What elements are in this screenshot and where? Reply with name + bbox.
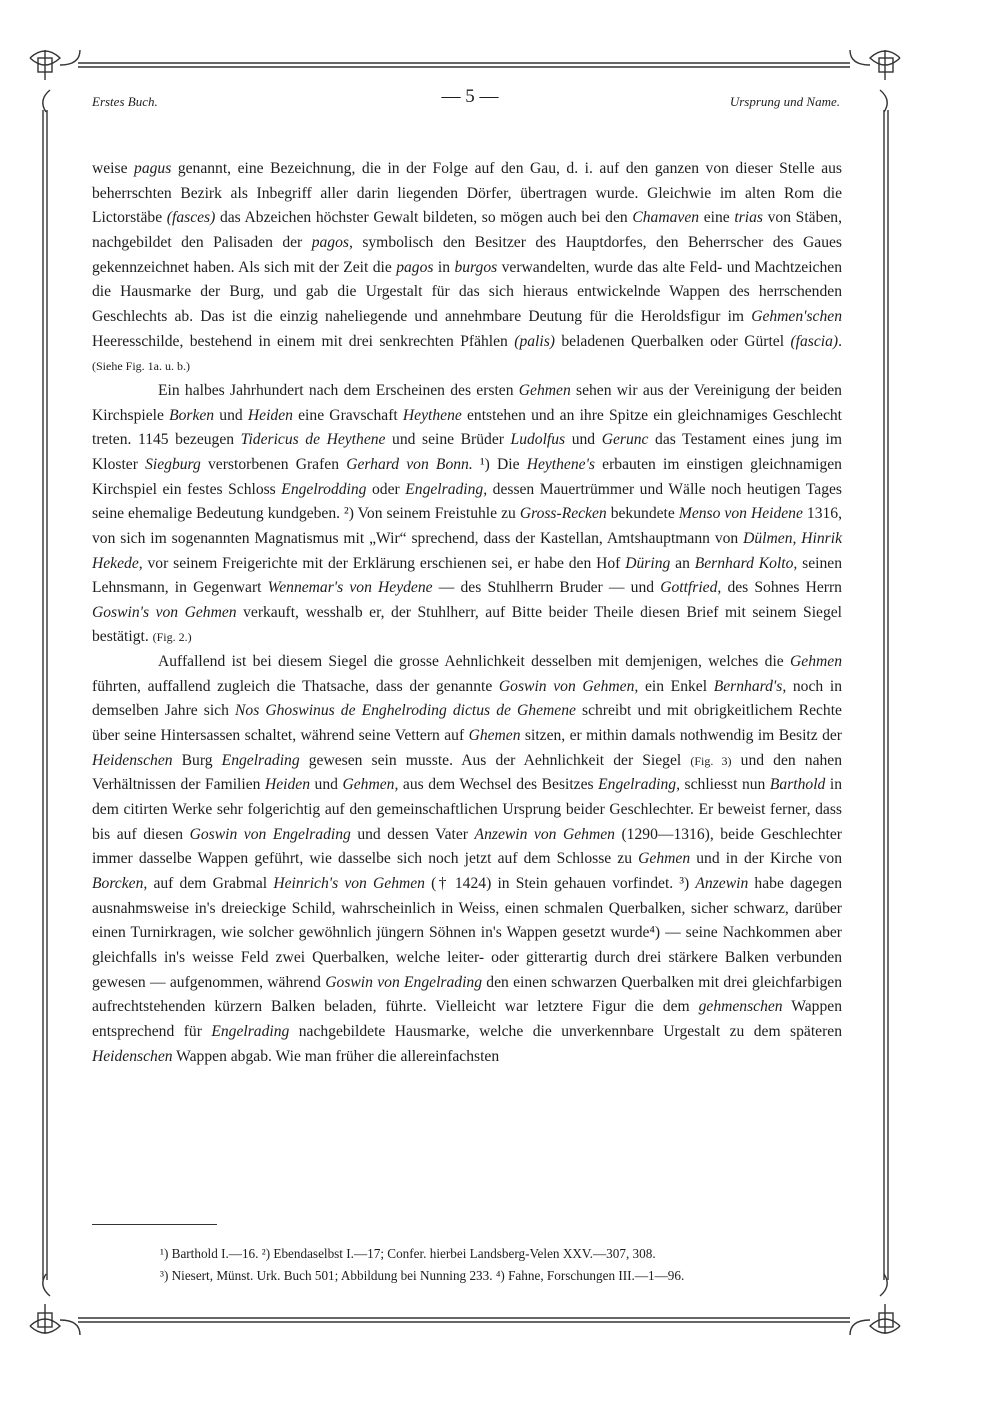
italic-term: Heidenschen bbox=[92, 1047, 173, 1065]
italic-term: Chamaven bbox=[632, 209, 700, 227]
running-header-left: Erstes Buch. bbox=[92, 94, 158, 109]
italic-term: Borcken, bbox=[92, 875, 148, 893]
italic-term: Ludolfus bbox=[510, 431, 566, 449]
italic-term: (fascia) bbox=[790, 332, 839, 350]
page-number: — 5 — bbox=[441, 86, 499, 107]
italic-term: trias bbox=[734, 209, 763, 227]
italic-term: Bernhard's, bbox=[713, 677, 787, 695]
italic-term: Engelrading, bbox=[598, 776, 681, 794]
italic-term: Ghemen bbox=[468, 727, 521, 745]
italic-term: pagos, bbox=[311, 233, 353, 251]
italic-term: Goswin's von Gehmen bbox=[92, 603, 237, 621]
italic-term: Gehmen bbox=[638, 850, 691, 868]
italic-term: Gehmen bbox=[518, 381, 571, 399]
figure-reference: (Siehe Fig. 1a. u. b.) bbox=[92, 359, 190, 374]
footnote-line: ³) Niesert, Münst. Urk. Buch 501; Abbildung bei Nunning 233. ⁴) Fahne, Forschungen III.—1—96. bbox=[160, 1268, 685, 1283]
italic-term: Heiden bbox=[247, 406, 293, 424]
italic-term: Bernhard Kolto, bbox=[694, 554, 798, 572]
italic-term: Heidenschen bbox=[92, 751, 173, 769]
italic-term: pagos bbox=[396, 258, 434, 276]
italic-term: Gottfried, bbox=[660, 579, 722, 597]
italic-term: Tidericus de Heythene bbox=[240, 431, 386, 449]
italic-term: Heythene's bbox=[526, 455, 595, 473]
italic-term: pagus bbox=[134, 160, 172, 177]
italic-term: Goswin von Gehmen, bbox=[498, 677, 639, 695]
footnotes bbox=[160, 1243, 860, 1287]
italic-term: Heiden bbox=[264, 776, 311, 794]
italic-term: Borken bbox=[169, 406, 215, 424]
figure-reference: (Fig. 3) bbox=[690, 753, 732, 768]
italic-term: Gerhard von Bonn. bbox=[346, 455, 473, 473]
italic-term: Düring bbox=[625, 554, 671, 572]
italic-term: Heinrich's von Gehmen bbox=[273, 875, 425, 893]
italic-term: Siegburg bbox=[145, 455, 201, 473]
running-header-right: Ursprung und Name. bbox=[729, 94, 840, 109]
italic-term: Goswin von Engelrading bbox=[325, 973, 482, 991]
figure-reference: (Fig. 2.) bbox=[152, 630, 192, 645]
italic-term: Gerunc bbox=[601, 431, 649, 449]
italic-term: Gross-Recken bbox=[519, 505, 607, 523]
italic-term: Anzewin bbox=[695, 875, 749, 893]
italic-term: Wennemar's von Heydene bbox=[267, 579, 433, 597]
footnote-rule bbox=[92, 1224, 217, 1225]
italic-term: gehmenschen bbox=[698, 998, 783, 1016]
body-text bbox=[92, 157, 842, 1069]
paragraph: weise pagus genannt, eine Bezeichnung, die in der Folge auf den Gau, d. i. auf den ganzen von dieser Stelle aus beherrschten Bezirk als Inbegriff aller darin liegenden Dörfer, übertragen wurde. Gleichwie im alten Rom die Lictorstäbe (fasces) das Abzeichen höchster Gewalt bildeten, so mögen auch bei den Chamaven eine trias von Stäben, nachgebildet den Palisaden der pagos, symbolisch den Besitzer des Hauptdorfes, den Beherrscher des Gaues gekennzeichnet haben. Als sich mit der Zeit die pagos in burgos verwandelten, wurde das alte Feld- und Machtzeichen die Hausmarke der Burg, und gab die Urgestalt für das sich hieraus entwickelnde Wappen des herrschenden Geschlechts ab. Das ist die einzig naheliegende und annehmbare Deutung für die Heroldsfigur im Gehmen'schen Heeresschilde, bestehend in einem mit drei senkrechten Pfählen (palis) beladenen Querbalken oder Gürtel (fascia). (Siehe Fig. 1a. u. b.) bbox=[92, 160, 843, 374]
italic-term: (fasces) bbox=[166, 209, 216, 227]
italic-term: Dülmen, Hinrik Hekede, bbox=[92, 529, 843, 572]
footnote-line: ¹) Barthold I.—16. ²) Ebendaselbst I.—17; Confer. hierbei Landsberg-Velen XXV.—307, 308. bbox=[160, 1246, 656, 1261]
italic-term: Anzewin von Gehmen bbox=[474, 825, 615, 843]
italic-term: Gehmen'schen bbox=[751, 307, 842, 325]
italic-term: Gehmen bbox=[790, 653, 842, 671]
paragraph: Ein halbes Jahrhundert nach dem Erscheinen des ersten Gehmen sehen wir aus der Vereinigung der beiden Kirchspiele Borken und Heiden eine Gravschaft Heythene entstehen und an ihre Spitze ein gleichnamiges Geschlecht treten. 1145 bezeugen Tidericus de Heythene und seine Brüder Ludolfus und Gerunc das Testament eines jung im Kloster Siegburg verstorbenen Grafen Gerhard von Bonn. ¹) Die Heythene's erbauten im einstigen gleichnamigen Kirchspiel ein festes Schloss Engelrodding oder Engelrading, dessen Mauertrümmer und Wälle noch heutigen Tages seine ehemalige Bedeutung kundgeben. ²) Von seinem Freistuhle zu Gross-Recken bekundete Menso von Heidene 1316, von sich im sogenannten Magnatismus mit „Wir“ sprechend, dass der Kastellan, Amtshauptmann von Dülmen, Hinrik Hekede, vor seinem Freigerichte mit der Erklärung erschienen sei, er habe den Hof Düring an Bernhard Kolto, seinen Lehnsmann, in Gegenwart Wennemar's von Heydene — des Stuhlherrn Bruder — und Gottfried, des Sohnes Herrn Goswin's von Gehmen verkauft, wesshalb er, der Stuhlherr, auf Bitte beider Theile diesen Brief mit seinem Siegel bestätigt. (Fig. 2.) bbox=[92, 381, 843, 646]
italic-term: Gehmen, bbox=[342, 776, 399, 794]
italic-term: Menso von Heidene bbox=[678, 505, 803, 523]
italic-term: Heythene bbox=[402, 406, 462, 424]
paragraph: Auffallend ist bei diesem Siegel die grosse Aehnlichkeit desselben mit demjenigen, welches die Gehmen führten, auffallend zugleich die Thatsache, dass der genannte Goswin von Gehmen, ein Enkel Bernhard's, noch in demselben Jahre sich Nos Ghoswinus de Enghelroding dictus de Ghemene schreibt und mit obrigkeitlichem Rechte über seine Hintersassen schaltet, während seine Vettern auf Ghemen sitzen, er mithin damals nothwendig im Besitz der Heidenschen Burg Engelrading gewesen sein musste. Aus der Aehnlichkeit der Siegel (Fig. 3) und den nahen Verhältnissen der Familien Heiden und Gehmen, aus dem Wechsel des Besitzes Engelrading, schliesst nun Barthold in dem citirten Werke sehr folgerichtig auf den gemeinschaftlichen Ursprung beider Geschlechter. Er beweist ferner, dass bis auf diesen Goswin von Engelrading und dessen Vater Anzewin von Gehmen (1290—1316), beide Geschlechter immer dasselbe Wappen geführt, wie dasselbe sich noch jetzt auf dem Schlosse zu Gehmen und in der Kirche von Borcken, auf dem Grabmal Heinrich's von Gehmen († 1424) in Stein gehauen vorfindet. ³) Anzewin habe dagegen ausnahmsweise in's dreieckige Schild, wahrscheinlich in Weiss, einen schmalen Querbalken, sicher schwarz, darüber einen Turnirkragen, wie solcher gewöhnlich jüngern Söhnen in's Wappen gesetzt wurde⁴) — seine Nachkommen aber gleichfalls in's weisse Feld zwei Querbalken, welche leiter- oder gitterartig durch drei stärkere Balken verbunden gewesen — aufgenommen, während Goswin von Engelrading den einen schwarzen Querbalken mit drei gleichfarbigen aufrechtstehenden kürzern Balken beladen, führte. Vielleicht war letztere Figur die dem gehmenschen Wappen entsprechend für Engelrading nachgebildete Hausmarke, welche die unverkennbare Urgestalt zu dem späteren Heidenschen Wappen abgab. Wie man früher die allereinfachsten bbox=[92, 653, 843, 1065]
italic-term: Nos Ghoswinus de Enghelroding dictus de Ghemene bbox=[235, 702, 576, 720]
italic-term: burgos bbox=[454, 258, 498, 276]
italic-term: Engelrading bbox=[221, 751, 300, 769]
italic-term: Barthold bbox=[769, 776, 826, 794]
italic-term: Engelrading, bbox=[405, 480, 488, 498]
italic-term: (palis) bbox=[514, 332, 555, 350]
italic-term: Engelrading bbox=[211, 1022, 290, 1040]
italic-term: Engelrodding bbox=[281, 480, 367, 498]
italic-term: Goswin von Engelrading bbox=[189, 825, 351, 843]
